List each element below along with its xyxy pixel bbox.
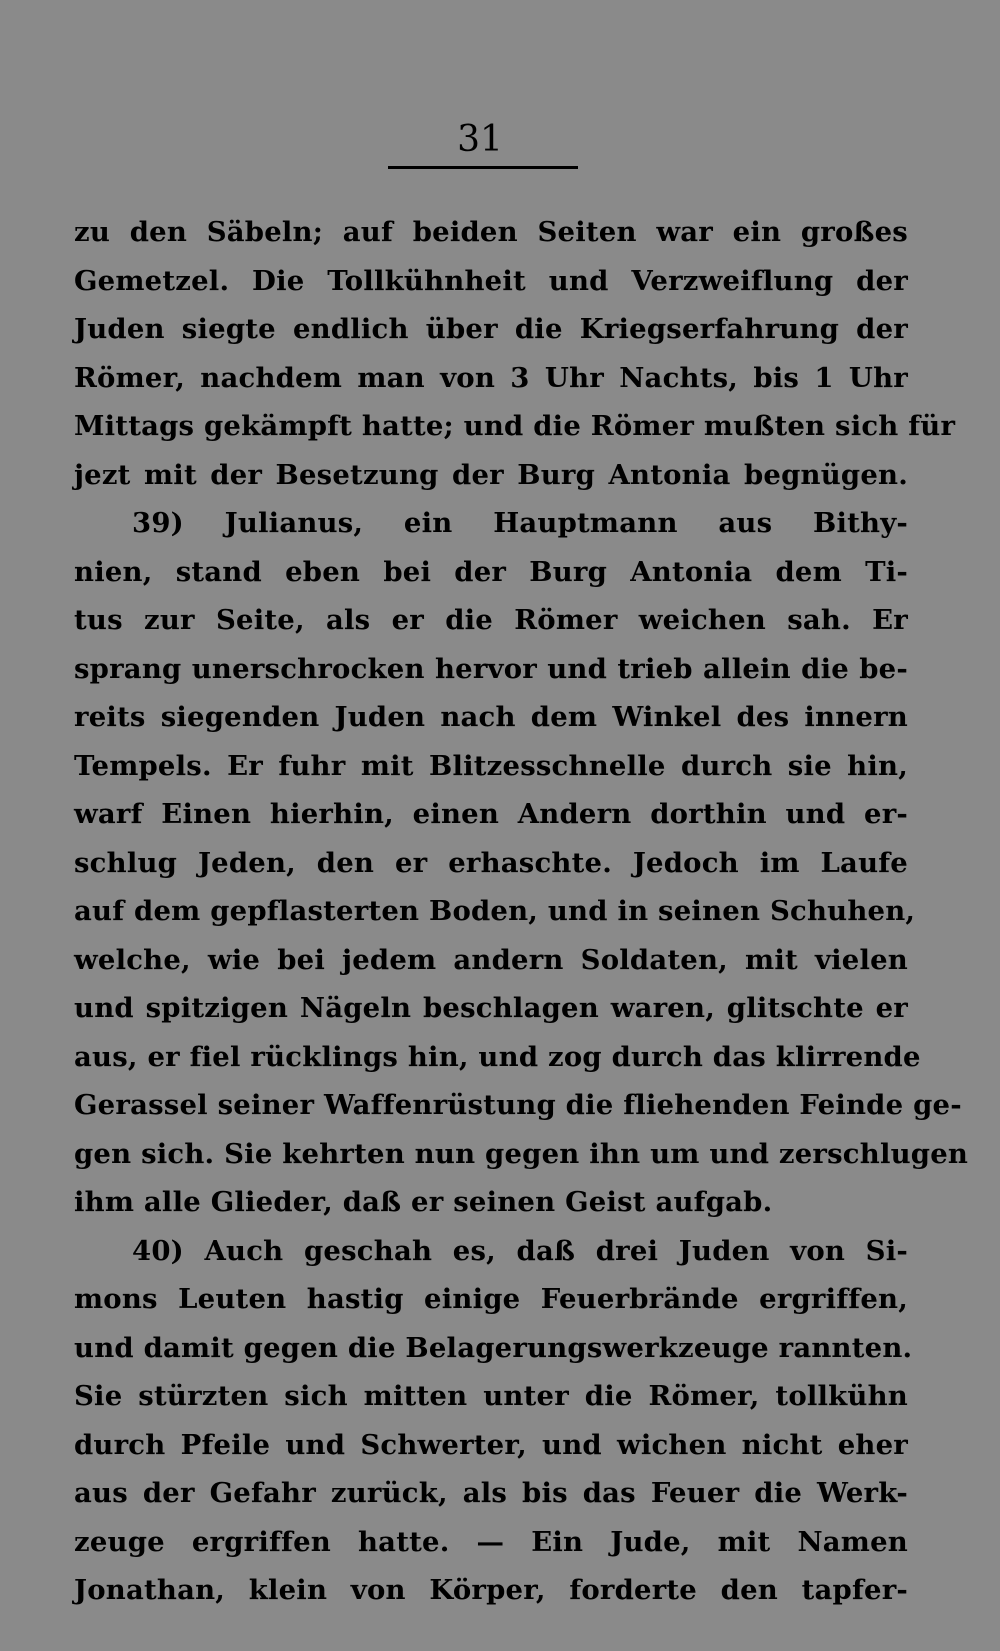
text-line: ihm alle Glieder, daß er seinen Geist aufgab. bbox=[74, 1186, 773, 1218]
text-line: Jonathan, klein von Körper, forderte den tapfer- bbox=[74, 1574, 908, 1606]
text-line: mons Leuten hastig einige Feuerbrände ergriffen, bbox=[74, 1283, 908, 1315]
text-line: Gemetzel. Die Tollkühnheit und Verzweiflung der bbox=[74, 264, 908, 297]
text-line: welche, wie bei jedem andern Soldaten, mit vielen bbox=[74, 943, 908, 976]
text-line: nien, stand eben bei der Burg Antonia dem Ti- bbox=[74, 555, 908, 588]
body-text bbox=[74, 208, 969, 1615]
text-line: jezt mit der Besetzung der Burg Antonia begnügen. bbox=[74, 458, 908, 491]
text-line: und spitzigen Nägeln beschlagen waren, glitschte er bbox=[74, 992, 908, 1024]
text-line: sprang unerschrocken hervor und trieb allein die be- bbox=[74, 652, 908, 685]
text-line: Juden siegte endlich über die Kriegserfahrung der bbox=[74, 313, 908, 345]
header-rule bbox=[388, 166, 578, 169]
text-line: 40) Auch geschah es, daß drei Juden von Si- bbox=[132, 1234, 908, 1267]
text-line: auf dem gepflasterten Boden, und in seinen Schuhen, bbox=[74, 895, 916, 927]
text-line: Mittags gekämpft hatte; und die Römer mußten sich für bbox=[74, 410, 956, 442]
page-number: 31 bbox=[457, 119, 503, 160]
text-line: zu den Säbeln; auf beiden Seiten war ein großes bbox=[74, 216, 908, 248]
text-line: durch Pfeile und Schwerter, und wichen nicht eher bbox=[74, 1428, 908, 1461]
text-line: und damit gegen die Belagerungswerkzeuge rannten. bbox=[74, 1331, 913, 1364]
text-line: schlug Jeden, den er erhaschte. Jedoch im Laufe bbox=[74, 846, 908, 879]
text-line: gen sich. Sie kehrten nun gegen ihn um und zerschlugen bbox=[74, 1137, 969, 1170]
text-line: Gerassel seiner Waffenrüstung die fliehenden Feinde ge- bbox=[74, 1089, 962, 1121]
text-line: tus zur Seite, als er die Römer weichen sah. Er bbox=[74, 604, 908, 636]
text-line: Sie stürzten sich mitten unter die Römer, tollkühn bbox=[74, 1380, 908, 1412]
text-line: warf Einen hierhin, einen Andern dorthin und er- bbox=[74, 798, 908, 830]
text-line: Römer, nachdem man von 3 Uhr Nachts, bis 1 Uhr bbox=[74, 361, 908, 394]
text-line: zeuge ergriffen hatte. — Ein Jude, mit Namen bbox=[74, 1525, 908, 1558]
text-line: 39) Julianus, ein Hauptmann aus Bithy- bbox=[132, 507, 908, 539]
text-line: Tempels. Er fuhr mit Blitzesschnelle durch sie hin, bbox=[74, 749, 908, 782]
text-line: aus der Gefahr zurück, als bis das Feuer die Werk- bbox=[74, 1477, 908, 1509]
text-line: aus, er fiel rücklings hin, und zog durch das klirrende bbox=[74, 1040, 921, 1073]
text-line: reits siegenden Juden nach dem Winkel des innern bbox=[74, 701, 908, 733]
